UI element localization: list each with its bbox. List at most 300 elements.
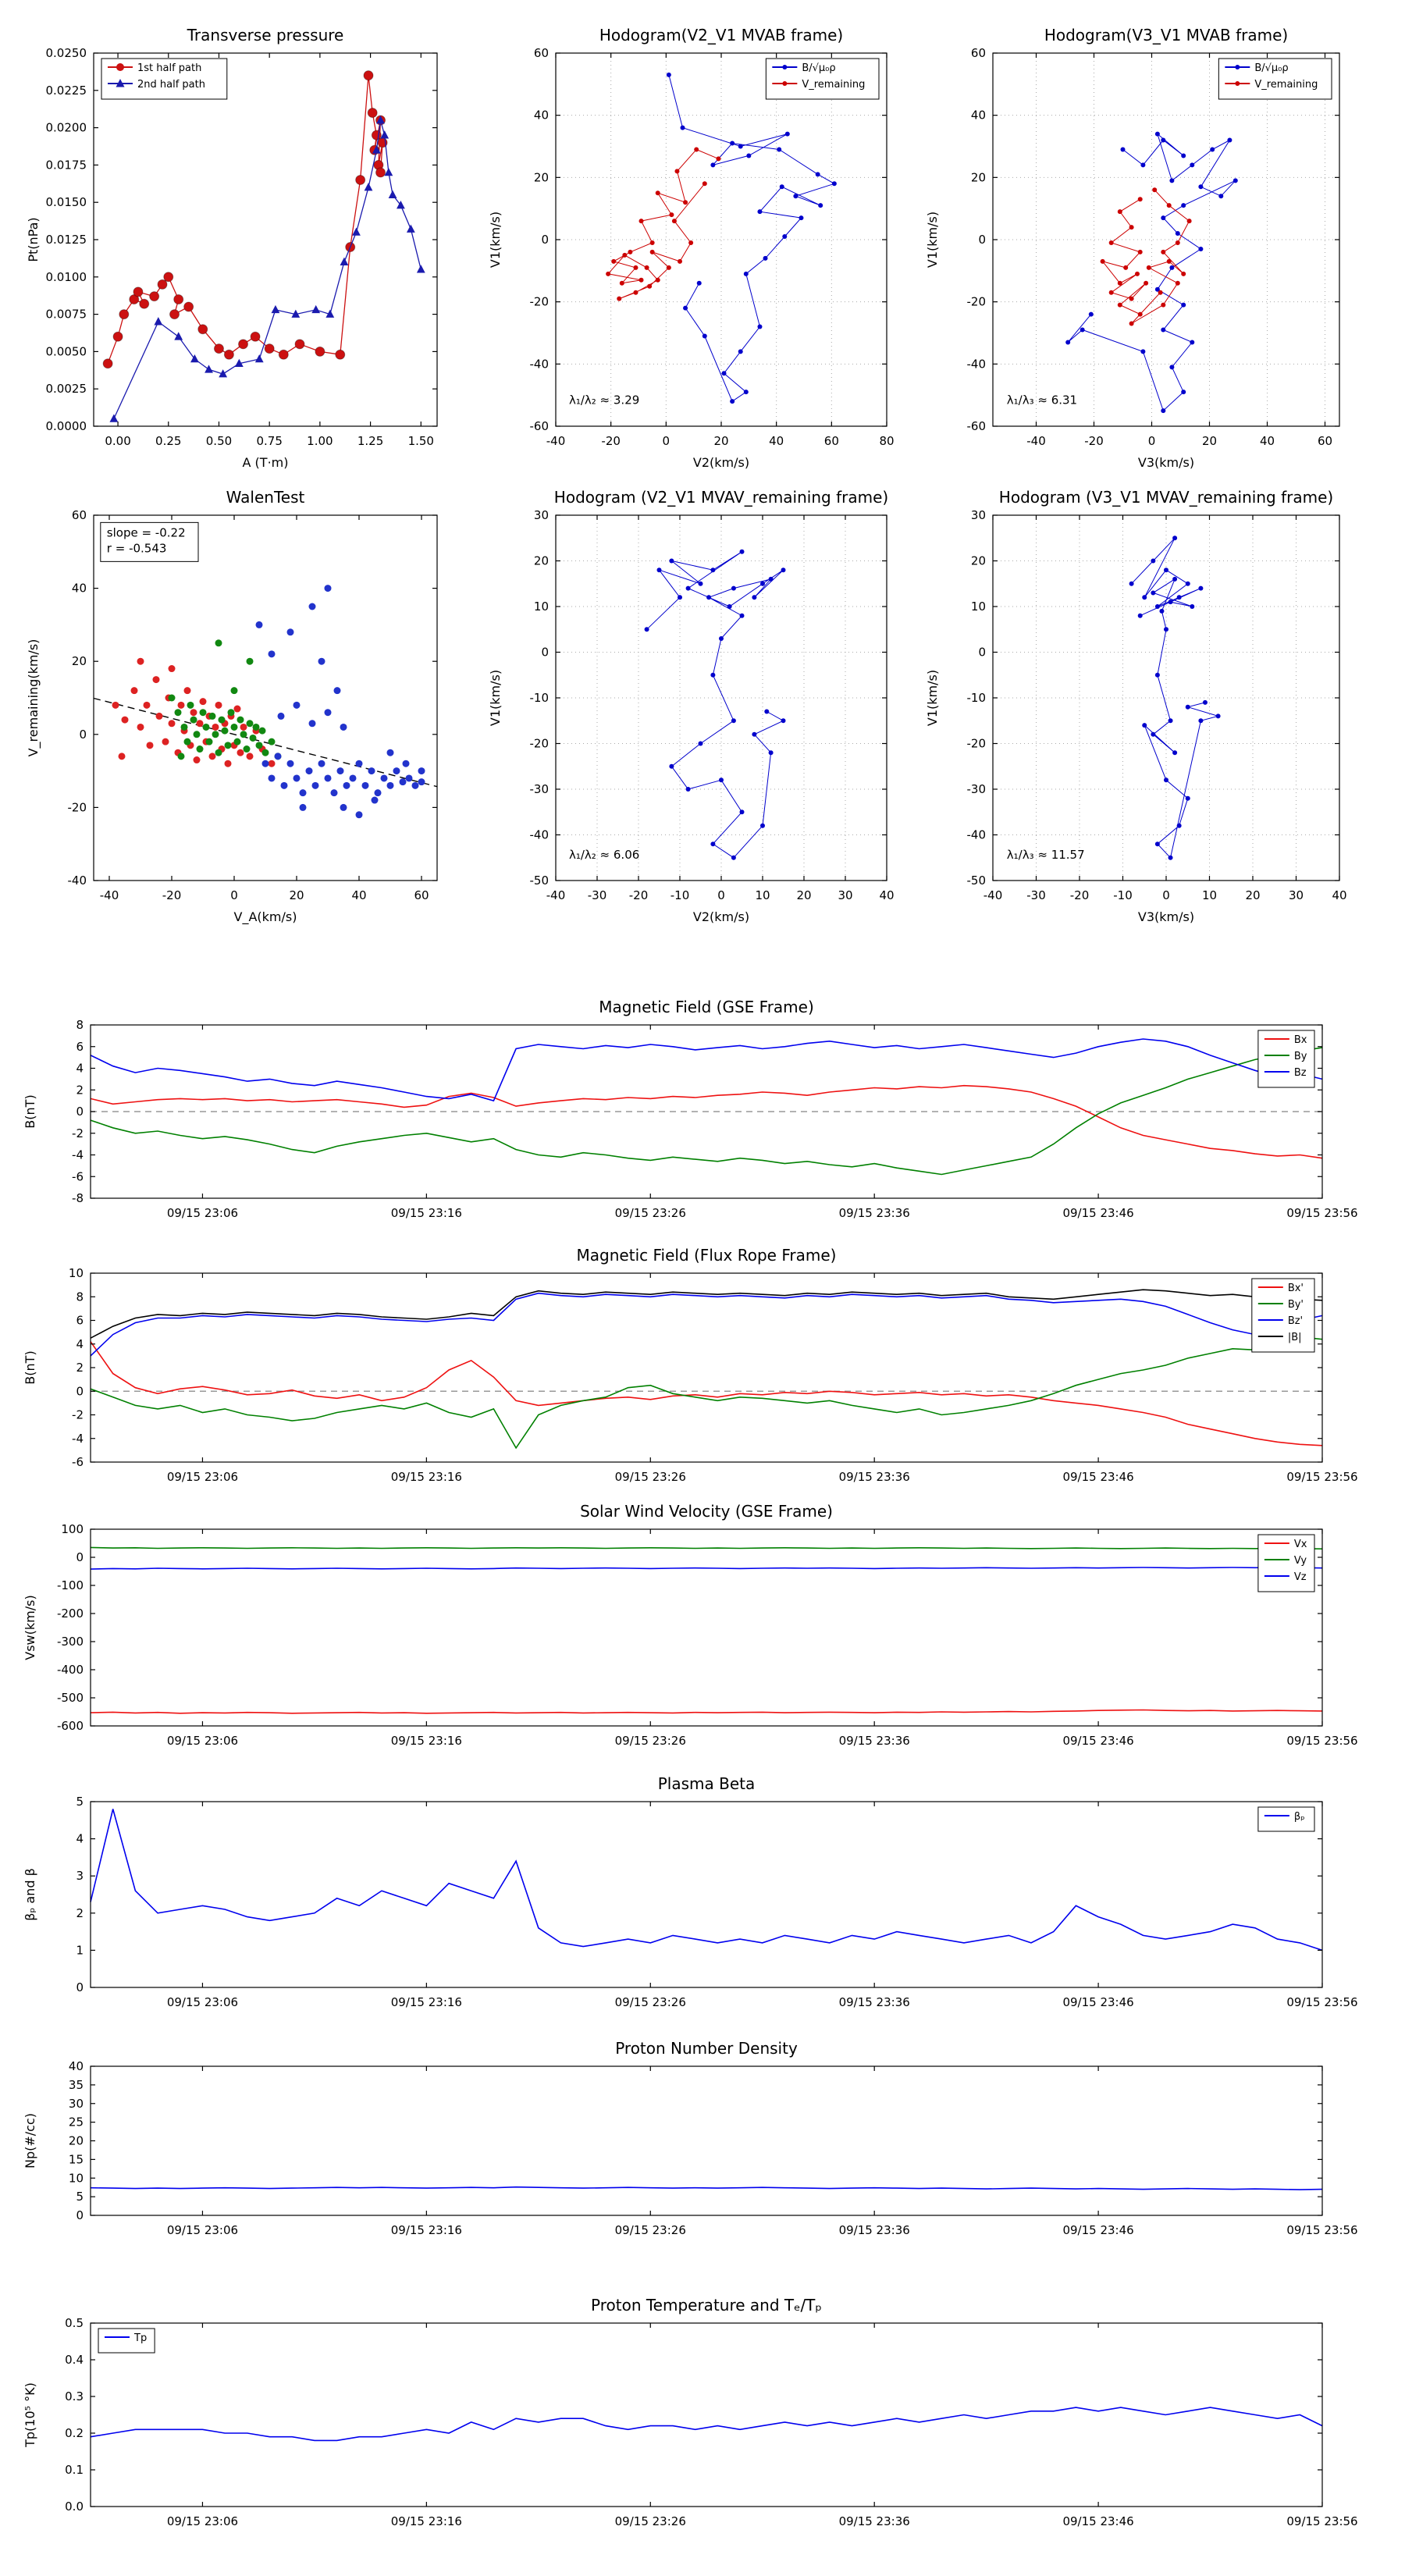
x-tick-label: 40	[1259, 434, 1275, 448]
marker-dot	[1065, 340, 1070, 344]
marker-dot	[669, 559, 674, 564]
chart-title: Hodogram (V3_V1 MVAV_remaining frame)	[998, 488, 1334, 507]
y-tick-label: -10	[529, 691, 549, 705]
series-line	[94, 699, 437, 787]
x-tick-label: -40	[983, 888, 1003, 902]
marker-dot	[1169, 178, 1174, 183]
marker-dot	[215, 702, 222, 709]
y-tick-label: -6	[72, 1169, 84, 1184]
series-line	[91, 1547, 1322, 1549]
annotation-text: slope = -0.22	[106, 525, 186, 540]
marker-dot	[1227, 138, 1232, 143]
marker-dot	[340, 804, 347, 811]
marker-dot	[710, 841, 715, 846]
marker-dot	[777, 147, 781, 151]
marker-dot	[1161, 328, 1165, 333]
legend-label: By	[1293, 1051, 1307, 1062]
marker-dot	[1218, 194, 1223, 198]
marker-dot	[683, 200, 688, 205]
series-v-remaining	[606, 147, 720, 301]
marker-dot	[1161, 250, 1165, 254]
marker-dot	[650, 240, 655, 245]
y-tick-label: 0.0000	[45, 419, 87, 433]
y-tick-label: -20	[529, 736, 549, 751]
legend-label: 2nd half path	[137, 79, 205, 91]
y-axis-label: Tp(10⁵ °K)	[23, 2382, 37, 2447]
marker-dot	[1135, 272, 1140, 276]
marker-dot	[362, 782, 369, 789]
marker-dot	[318, 658, 325, 665]
marker-dot	[318, 760, 325, 767]
marker-circle	[239, 340, 248, 349]
marker-dot	[1176, 231, 1180, 236]
x-tick-label: 09/15 23:46	[1062, 1470, 1134, 1484]
y-tick-label: -600	[56, 1719, 84, 1733]
marker-dot	[1169, 265, 1174, 270]
x-tick-label: 1.25	[357, 434, 384, 448]
marker-dot	[228, 709, 235, 716]
marker-dot	[1190, 340, 1194, 344]
series-bx-prime	[91, 1342, 1322, 1446]
series-line	[1132, 538, 1218, 858]
series-b-magnitude	[91, 1290, 1322, 1338]
y-tick-label: 0.5	[65, 2316, 84, 2330]
x-tick-label: 0	[230, 888, 238, 902]
marker-dot	[200, 698, 207, 705]
series-vz	[91, 1567, 1322, 1569]
marker-circle	[224, 350, 233, 359]
marker-dot	[1155, 673, 1160, 678]
y-tick-label: 2	[76, 1361, 84, 1375]
y-tick-label: -2	[72, 1407, 84, 1422]
marker-dot	[1109, 290, 1114, 295]
axes-frame	[91, 2066, 1322, 2215]
marker-dot	[184, 687, 191, 694]
marker-circle	[133, 287, 143, 297]
chart-proton-number-density	[9, 2027, 1369, 2264]
y-tick-label: 2	[76, 1905, 84, 1920]
chart-mag-flux-rope	[9, 1234, 1369, 1510]
marker-dot	[782, 234, 787, 239]
marker-dot	[1181, 390, 1186, 394]
marker-dot	[387, 782, 394, 789]
marker-triangle	[417, 265, 425, 272]
marker-dot	[1089, 312, 1094, 317]
chart-proton-temperature	[9, 2284, 1369, 2555]
x-tick-label: 40	[769, 434, 784, 448]
x-tick-label: 1.50	[407, 434, 434, 448]
x-tick-label: 20	[289, 888, 304, 902]
marker-dot	[194, 731, 201, 738]
marker-dot	[639, 278, 644, 283]
marker-dot	[281, 782, 288, 789]
x-tick-label: 10	[755, 888, 770, 902]
chart-plasma-beta	[9, 1763, 1369, 2036]
y-tick-label: 5	[76, 2190, 84, 2204]
y-tick-label: -60	[966, 419, 986, 433]
marker-dot	[633, 265, 638, 270]
y-tick-label: 8	[76, 1290, 84, 1304]
marker-dot	[628, 250, 632, 254]
marker-dot	[1142, 595, 1147, 600]
marker-dot	[197, 745, 204, 753]
marker-dot	[225, 742, 232, 749]
marker-dot	[1123, 265, 1128, 270]
series-bx	[91, 1086, 1322, 1158]
y-tick-label: 8	[76, 1018, 84, 1032]
marker-dot	[306, 767, 313, 774]
y-tick-label: -8	[72, 1191, 84, 1205]
marker-dot	[683, 306, 688, 311]
marker-dot	[1164, 777, 1168, 782]
x-tick-label: 0.75	[256, 434, 283, 448]
marker-dot	[1186, 582, 1190, 586]
marker-dot	[622, 253, 627, 258]
marker-dot	[1168, 856, 1173, 860]
marker-dot	[785, 132, 790, 137]
marker-dot	[262, 760, 269, 767]
marker-dot	[702, 333, 707, 338]
marker-dot	[256, 621, 263, 628]
marker-dot	[744, 390, 749, 394]
y-tick-label: -20	[966, 736, 986, 751]
marker-dot	[760, 824, 765, 828]
marker-circle	[364, 71, 373, 80]
marker-triangle	[389, 190, 397, 198]
y-axis-label: βₚ and β	[23, 1868, 37, 1921]
y-tick-label: -6	[72, 1455, 84, 1469]
x-tick-label: 09/15 23:36	[838, 1995, 910, 2009]
marker-dot	[1101, 259, 1105, 264]
marker-dot	[1181, 272, 1186, 276]
y-tick-label: 0	[76, 1384, 84, 1399]
series-walen-blue	[256, 585, 425, 818]
y-axis-label: V1(km/s)	[488, 211, 503, 269]
marker-dot	[1140, 162, 1145, 167]
marker-dot	[1161, 138, 1165, 143]
marker-dot	[699, 742, 703, 746]
x-tick-label: -40	[546, 888, 566, 902]
series-line	[91, 2407, 1322, 2440]
axes-frame	[94, 515, 437, 881]
y-tick-label: -50	[966, 873, 986, 888]
series-beta-p	[91, 1809, 1322, 1951]
legend-swatch-marker	[116, 63, 124, 71]
x-tick-label: -20	[628, 888, 649, 902]
marker-dot	[400, 778, 407, 785]
marker-dot	[1129, 582, 1134, 586]
marker-dot	[175, 709, 182, 716]
x-tick-label: -20	[162, 888, 182, 902]
y-tick-label: -2	[72, 1126, 84, 1140]
marker-dot	[393, 767, 400, 774]
marker-dot	[293, 774, 301, 781]
x-tick-label: 09/15 23:26	[614, 2223, 686, 2237]
x-tick-label: 40	[879, 888, 895, 902]
legend-label: Bz'	[1287, 1315, 1304, 1327]
marker-circle	[170, 310, 180, 319]
series-np	[91, 2187, 1322, 2190]
marker-dot	[368, 767, 375, 774]
marker-dot	[1144, 281, 1148, 286]
marker-dot	[719, 777, 724, 782]
x-tick-label: 09/15 23:16	[390, 1206, 462, 1220]
marker-dot	[337, 767, 344, 774]
legend-label: Vx	[1293, 1539, 1307, 1550]
series-b-path	[645, 550, 786, 860]
marker-dot	[200, 709, 207, 716]
y-axis-label: B(nT)	[23, 1350, 37, 1385]
marker-dot	[325, 709, 332, 716]
x-tick-label: 0	[717, 888, 725, 902]
marker-dot	[212, 731, 219, 738]
x-tick-label: -10	[670, 888, 690, 902]
y-tick-label: 10	[533, 600, 549, 614]
marker-dot	[1172, 577, 1177, 582]
marker-dot	[1118, 209, 1122, 214]
marker-dot	[244, 745, 251, 753]
marker-dot	[418, 767, 425, 774]
marker-dot	[137, 658, 144, 665]
axes-frame	[993, 53, 1339, 426]
marker-dot	[1164, 568, 1168, 572]
marker-circle	[184, 302, 194, 311]
chart-title: Hodogram(V3_V1 MVAB frame)	[1044, 26, 1289, 44]
marker-dot	[730, 399, 735, 404]
marker-dot	[418, 778, 425, 785]
marker-dot	[657, 568, 662, 572]
marker-circle	[150, 292, 159, 301]
x-axis-label: A (T·m)	[242, 455, 289, 470]
marker-dot	[1159, 609, 1164, 614]
marker-dot	[375, 789, 382, 796]
marker-dot	[256, 742, 263, 749]
legend-label: V_remaining	[1254, 79, 1318, 91]
x-tick-label: 09/15 23:56	[1286, 1734, 1358, 1748]
marker-dot	[237, 717, 244, 724]
x-tick-label: 60	[414, 888, 429, 902]
legend-label: B/√μ₀ρ	[802, 62, 836, 74]
marker-circle	[368, 108, 377, 117]
marker-triangle	[255, 354, 264, 362]
marker-dot	[381, 774, 388, 781]
marker-dot	[1198, 586, 1203, 591]
x-tick-label: 40	[351, 888, 367, 902]
marker-dot	[1177, 824, 1182, 828]
marker-dot	[144, 702, 151, 709]
x-tick-label: 09/15 23:56	[1286, 1206, 1358, 1220]
marker-dot	[209, 713, 216, 720]
x-tick-label: 09/15 23:46	[1062, 1734, 1134, 1748]
marker-dot	[1167, 203, 1172, 208]
y-tick-label: 0.0125	[45, 233, 87, 247]
marker-dot	[1203, 700, 1208, 705]
y-tick-label: 0.0025	[45, 382, 87, 397]
marker-dot	[222, 728, 229, 735]
y-tick-label: 60	[71, 508, 87, 522]
marker-dot	[1172, 750, 1177, 755]
y-tick-label: -20	[67, 800, 87, 815]
x-tick-label: 20	[1201, 434, 1218, 448]
legend-label: Vy	[1293, 1555, 1307, 1567]
y-tick-label: 40	[970, 108, 986, 123]
marker-dot	[1147, 265, 1151, 270]
marker-dot	[212, 724, 219, 731]
marker-dot	[309, 603, 316, 610]
marker-dot	[1158, 290, 1163, 295]
marker-triangle	[154, 317, 162, 325]
x-tick-label: 40	[1332, 888, 1347, 902]
y-tick-label: 35	[68, 2077, 84, 2092]
marker-dot	[162, 738, 169, 745]
y-tick-label: 0.0	[65, 2500, 84, 2514]
x-tick-label: 30	[838, 888, 853, 902]
marker-dot	[1181, 153, 1186, 158]
x-tick-label: -20	[1084, 434, 1104, 448]
marker-circle	[198, 325, 208, 334]
y-tick-label: 3	[76, 1869, 84, 1884]
marker-dot	[325, 585, 332, 592]
x-tick-label: 09/15 23:06	[166, 1206, 239, 1220]
legend-label: Bx	[1293, 1034, 1307, 1046]
marker-dot	[731, 586, 736, 591]
marker-dot	[1168, 600, 1173, 604]
chart-title: Magnetic Field (Flux Rope Frame)	[576, 1246, 837, 1265]
y-tick-label: 6	[76, 1313, 84, 1328]
marker-dot	[1176, 240, 1180, 245]
marker-dot	[1121, 147, 1126, 151]
y-tick-label: 0	[978, 645, 986, 660]
y-axis-label: V1(km/s)	[488, 669, 503, 727]
marker-dot	[119, 753, 126, 760]
y-tick-label: 20	[533, 170, 549, 185]
marker-dot	[730, 141, 735, 146]
marker-dot	[1129, 297, 1134, 301]
marker-dot	[122, 717, 129, 724]
marker-triangle	[174, 332, 183, 340]
y-tick-label: 15	[68, 2152, 84, 2167]
y-tick-label: 0.4	[65, 2353, 84, 2367]
series-v-remaining	[1101, 187, 1192, 326]
marker-triangle	[365, 183, 373, 190]
marker-dot	[1186, 796, 1190, 801]
marker-dot	[1216, 713, 1221, 718]
marker-dot	[740, 809, 745, 814]
legend-label: |B|	[1287, 1332, 1302, 1343]
y-tick-label: 4	[76, 1831, 84, 1846]
marker-dot	[137, 724, 144, 731]
chart-hodogram-v2v1-mvab	[474, 14, 934, 475]
marker-dot	[1210, 147, 1215, 151]
marker-dot	[740, 550, 745, 554]
annotation-text: λ₁/λ₂ ≈ 6.06	[568, 847, 640, 862]
y-tick-label: 1	[76, 1943, 84, 1958]
marker-dot	[781, 568, 786, 572]
marker-dot	[744, 272, 749, 276]
x-tick-label: 09/15 23:26	[614, 2514, 686, 2528]
y-tick-label: 10	[970, 600, 986, 614]
y-tick-label: 20	[533, 553, 549, 568]
marker-dot	[1164, 627, 1168, 632]
x-tick-label: 09/15 23:26	[614, 1206, 686, 1220]
x-tick-label: 09/15 23:46	[1062, 1995, 1134, 2009]
y-tick-label: 40	[533, 108, 549, 123]
marker-dot	[406, 774, 413, 781]
marker-dot	[112, 702, 119, 709]
x-tick-label: 0	[1147, 434, 1156, 448]
marker-dot	[356, 760, 363, 767]
x-tick-label: 09/15 23:06	[166, 2514, 239, 2528]
marker-dot	[356, 811, 363, 818]
y-tick-label: 0.0075	[45, 307, 87, 322]
axes-frame	[91, 2323, 1322, 2507]
x-axis-label: V2(km/s)	[692, 909, 750, 924]
y-tick-label: 25	[68, 2115, 84, 2129]
y-tick-label: 0	[76, 2208, 84, 2222]
marker-dot	[334, 687, 341, 694]
x-tick-label: 30	[1288, 888, 1304, 902]
marker-dot	[647, 284, 652, 289]
marker-circle	[279, 350, 288, 359]
series-line	[91, 1342, 1322, 1446]
x-tick-label: 09/15 23:06	[166, 1734, 239, 1748]
marker-dot	[1176, 281, 1180, 286]
y-tick-label: -100	[56, 1578, 84, 1592]
marker-dot	[1177, 595, 1182, 600]
chart-hodogram-v2v1-mvav	[474, 476, 934, 929]
marker-dot	[818, 203, 823, 208]
y-tick-label: -50	[529, 873, 549, 888]
y-tick-label: 2	[76, 1083, 84, 1098]
legend-label: B/√μ₀ρ	[1254, 62, 1289, 74]
marker-circle	[336, 350, 345, 359]
marker-dot	[1233, 178, 1238, 183]
marker-dot	[1109, 240, 1114, 245]
x-tick-label: 09/15 23:16	[390, 2223, 462, 2237]
marker-dot	[606, 272, 610, 276]
series-line	[91, 1293, 1322, 1356]
marker-dot	[209, 753, 216, 760]
marker-dot	[340, 724, 347, 731]
series-line	[108, 76, 382, 364]
series-line	[91, 2187, 1322, 2190]
marker-dot	[412, 782, 419, 789]
marker-dot	[764, 710, 769, 714]
x-tick-label: 09/15 23:36	[838, 2514, 910, 2528]
y-tick-label: 0	[541, 645, 549, 660]
legend-box	[1258, 1807, 1314, 1831]
series-bz-prime	[91, 1293, 1322, 1356]
marker-dot	[1129, 322, 1134, 326]
marker-dot	[269, 774, 276, 781]
marker-dot	[1181, 303, 1186, 308]
marker-dot	[169, 665, 176, 672]
marker-dot	[240, 731, 247, 738]
x-tick-label: 09/15 23:46	[1062, 2223, 1134, 2237]
x-tick-label: 0	[1162, 888, 1170, 902]
legend-label: Vz	[1293, 1571, 1307, 1583]
marker-circle	[251, 332, 260, 341]
marker-dot	[1152, 187, 1157, 192]
x-tick-label: -20	[601, 434, 621, 448]
marker-dot	[350, 774, 357, 781]
marker-dot	[247, 658, 254, 665]
marker-circle	[113, 332, 123, 341]
chart-title: Hodogram (V2_V1 MVAV_remaining frame)	[553, 488, 889, 507]
marker-dot	[706, 595, 711, 600]
marker-dot	[300, 789, 307, 796]
marker-dot	[752, 732, 756, 737]
